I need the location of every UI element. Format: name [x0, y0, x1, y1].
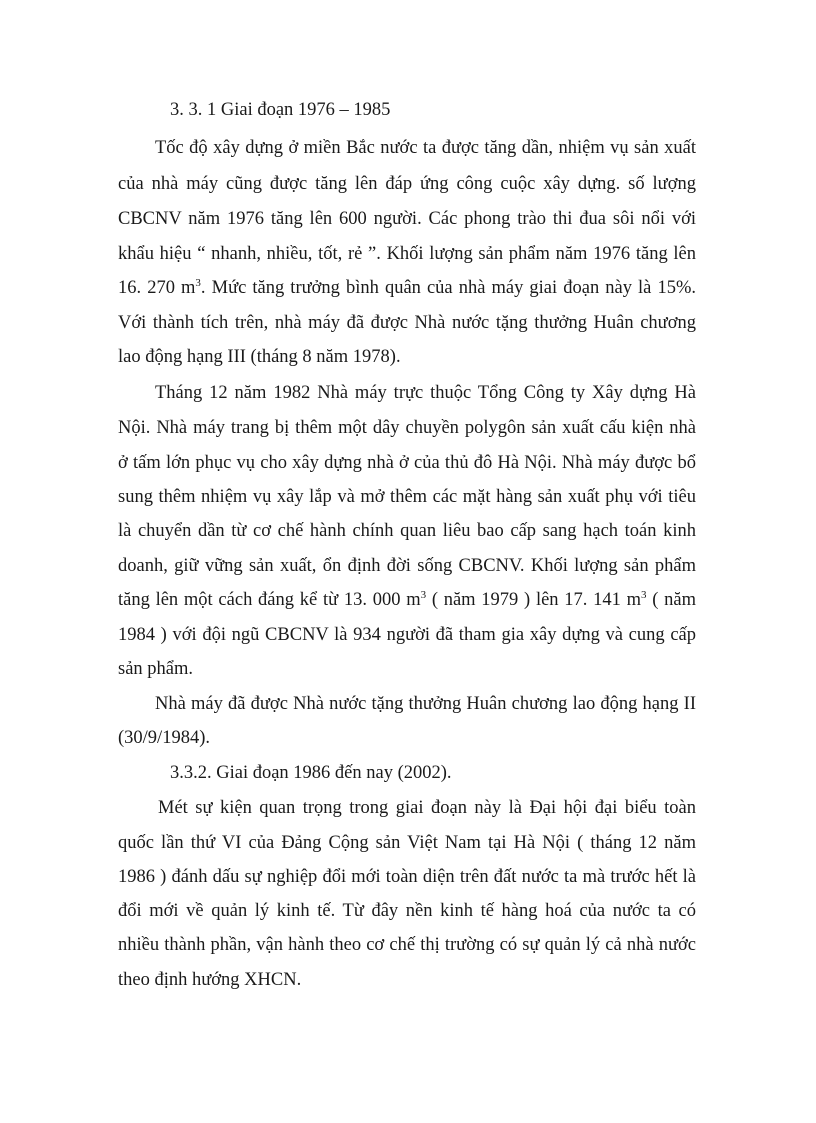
paragraph-line: Tháng 12 năm 1982 Nhà máy trực thuộc Tổng Công ty Xây dựng Hà [155, 383, 696, 403]
paragraph-line [118, 279, 696, 298]
paragraph-line: là chuyển dần từ cơ chế hành chính quan liêu bao cấp sang hạch toán kinh [118, 521, 696, 541]
paragraph-line: doanh, giữ vững sản xuất, ổn định đời sống CBCNV. Khối lượng sản phẩm [118, 556, 696, 576]
paragraph-line: Với thành tích trên, nhà máy đã được Nhà nước tặng thưởng Huân chương [118, 313, 696, 333]
paragraph-line: Mét sự kiện quan trọng trong giai đoạn này là Đại hội đại biểu toàn [158, 798, 696, 818]
paragraph-line: đổi mới về quản lý kinh tế. Từ đây nền kinh tế hàng hoá của nước ta có [118, 901, 696, 921]
cubic-superscript: 3 [195, 277, 201, 289]
paragraph-line: 1984 ) với đội ngũ CBCNV là 934 người đã tham gia xây dựng và cung cấp [118, 625, 696, 645]
paragraph-line: của nhà máy cũng được tăng lên đáp ứng công cuộc xây dựng. số lượng [118, 174, 696, 194]
paragraph-line: ở tấm lớn phục vụ cho xây dựng nhà ở của thủ đô Hà Nội. Nhà máy được bổ [118, 453, 696, 473]
paragraph-line: (30/9/1984). [118, 728, 210, 748]
paragraph-line: theo định hướng XHCN. [118, 970, 302, 990]
cubic-superscript: 3 [641, 589, 647, 601]
text-fragment: . Mức tăng trưởng bình quân của nhà máy giai đoạn này là 15%. [200, 278, 697, 298]
text-fragment: ( năm 1979 ) lên 17. 141 m [426, 590, 642, 610]
section-heading-3-3-1: 3. 3. 1 Giai đoạn 1976 – 1985 [170, 100, 391, 120]
paragraph-line: 1986 ) đánh dấu sự nghiệp đổi mới toàn diện trên đất nước ta mà trước hết là [118, 867, 696, 887]
paragraph-line: Tốc độ xây dựng ở miền Bắc nước ta được tăng dần, nhiệm vụ sản xuất [155, 138, 696, 158]
paragraph-line: CBCNV năm 1976 tăng lên 600 người. Các phong trào thi đua sôi nổi với [118, 209, 696, 229]
paragraph-line: quốc lần thứ VI của Đảng Cộng sản Việt Nam tại Hà Nội ( tháng 12 năm [118, 833, 696, 853]
cubic-superscript: 3 [420, 589, 427, 601]
paragraph-line: sản phẩm. [118, 659, 194, 679]
paragraph-line: sung thêm nhiệm vụ xây lắp và mở thêm các mặt hàng sản xuất phụ với tiêu [118, 487, 696, 507]
paragraph-line: Nhà máy đã được Nhà nước tặng thưởng Huân chương lao động hạng II [155, 694, 696, 714]
paragraph-line [118, 591, 696, 610]
paragraph-line: lao động hạng III (tháng 8 năm 1978). [118, 347, 401, 367]
paragraph-line: nhiều thành phần, vận hành theo cơ chế thị trường có sự quản lý cả nhà nước [118, 935, 696, 955]
paragraph-line: Nội. Nhà máy trang bị thêm một dây chuyền polygôn sản xuất cấu kiện nhà [118, 418, 696, 438]
section-heading-3-3-2: 3.3.2. Giai đoạn 1986 đến nay (2002). [170, 763, 452, 783]
volume-value: 16. 270 m [118, 278, 196, 298]
text-fragment: ( năm [646, 590, 696, 610]
paragraph-line: khẩu hiệu “ nhanh, nhiều, tốt, rẻ ”. Khối lượng sản phẩm năm 1976 tăng lên [118, 244, 696, 264]
text-fragment: tăng lên một cách đáng kể từ 13. 000 m [118, 590, 421, 610]
